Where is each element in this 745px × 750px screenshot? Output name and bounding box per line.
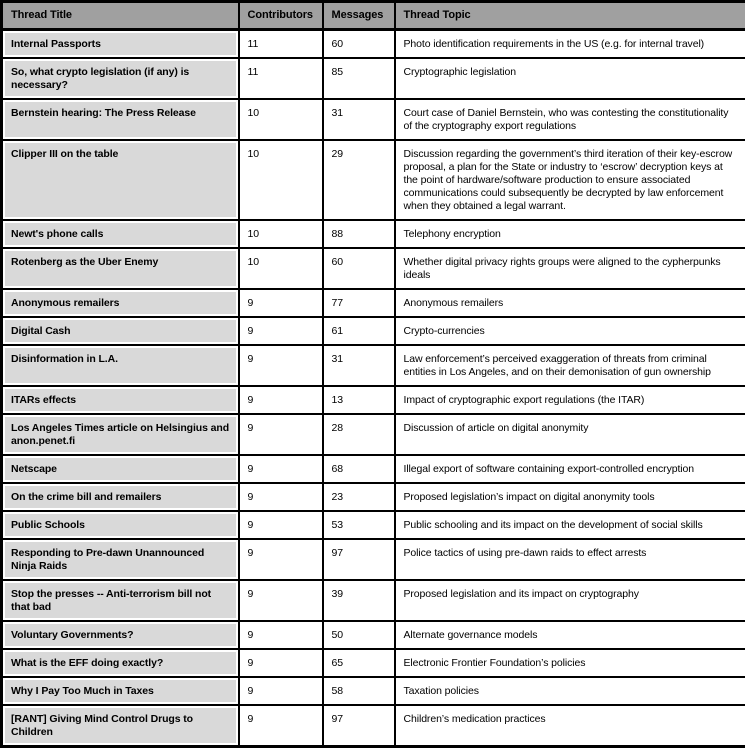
thread-title-cell: On the crime bill and remailers <box>2 483 239 511</box>
messages-cell: 39 <box>323 580 395 621</box>
thread-topic-cell: Electronic Frontier Foundation’s policies <box>395 649 745 677</box>
messages-cell: 77 <box>323 289 395 317</box>
thread-row <box>2 621 745 649</box>
thread-row <box>2 220 745 248</box>
thread-row <box>2 58 745 99</box>
thread-row <box>2 539 745 580</box>
thread-row <box>2 580 745 621</box>
thread-title-cell: Digital Cash <box>2 317 239 345</box>
messages-cell: 50 <box>323 621 395 649</box>
thread-row <box>2 140 745 220</box>
messages-cell: 29 <box>323 140 395 220</box>
messages-cell: 31 <box>323 345 395 386</box>
thread-title-cell: Rotenberg as the Uber Enemy <box>2 248 239 289</box>
thread-row <box>2 345 745 386</box>
thread-topic-cell: Children’s medication practices <box>395 705 745 747</box>
messages-cell: 60 <box>323 248 395 289</box>
thread-title-cell: What is the EFF doing exactly? <box>2 649 239 677</box>
thread-topic-cell: Proposed legislation’s impact on digital anonymity tools <box>395 483 745 511</box>
thread-topic-cell: Law enforcement’s perceived exaggeration of threats from criminal entities in Los Angeles, and on their demonisation of gun ownership <box>395 345 745 386</box>
contributors-cell: 10 <box>239 220 323 248</box>
thread-topic-cell: Discussion regarding the government’s third iteration of their key-escrow proposal, a plan for the State or industry to ‘escrow’ decryption keys at the point of hardware/software production to ensure associated communications could subsequently be decrypted by law enforcement when they obtained a legal warrant. <box>395 140 745 220</box>
contributors-cell: 9 <box>239 677 323 705</box>
thread-row <box>2 649 745 677</box>
thread-topic-cell: Photo identification requirements in the US (e.g. for internal travel) <box>395 30 745 59</box>
column-header-contributors: Contributors <box>239 2 323 30</box>
thread-row <box>2 483 745 511</box>
thread-title-cell: Clipper III on the table <box>2 140 239 220</box>
thread-row <box>2 289 745 317</box>
thread-row <box>2 386 745 414</box>
contributors-cell: 9 <box>239 455 323 483</box>
thread-topic-cell: Cryptographic legislation <box>395 58 745 99</box>
thread-row <box>2 677 745 705</box>
table-body <box>2 30 745 747</box>
thread-title-cell: Responding to Pre-dawn Unannounced Ninja Raids <box>2 539 239 580</box>
thread-row <box>2 248 745 289</box>
thread-topic-cell: Crypto-currencies <box>395 317 745 345</box>
thread-title-cell: Why I Pay Too Much in Taxes <box>2 677 239 705</box>
thread-row <box>2 317 745 345</box>
thread-topic-cell: Proposed legislation and its impact on cryptography <box>395 580 745 621</box>
contributors-cell: 9 <box>239 580 323 621</box>
thread-row <box>2 30 745 59</box>
contributors-cell: 9 <box>239 414 323 455</box>
messages-cell: 31 <box>323 99 395 140</box>
thread-topic-cell: Impact of cryptographic export regulations (the ITAR) <box>395 386 745 414</box>
contributors-cell: 9 <box>239 511 323 539</box>
contributors-cell: 10 <box>239 99 323 140</box>
messages-cell: 65 <box>323 649 395 677</box>
thread-topic-cell: Alternate governance models <box>395 621 745 649</box>
contributors-cell: 9 <box>239 345 323 386</box>
messages-cell: 68 <box>323 455 395 483</box>
thread-title-cell: Public Schools <box>2 511 239 539</box>
thread-row <box>2 455 745 483</box>
thread-title-cell: Los Angeles Times article on Helsingius and anon.penet.fi <box>2 414 239 455</box>
thread-title-cell: So, what crypto legislation (if any) is necessary? <box>2 58 239 99</box>
thread-title-cell: Voluntary Governments? <box>2 621 239 649</box>
thread-row <box>2 99 745 140</box>
messages-cell: 61 <box>323 317 395 345</box>
thread-topic-cell: Telephony encryption <box>395 220 745 248</box>
messages-cell: 53 <box>323 511 395 539</box>
thread-title-cell: Stop the presses -- Anti-terrorism bill not that bad <box>2 580 239 621</box>
contributors-cell: 9 <box>239 539 323 580</box>
thread-title-cell: Newt's phone calls <box>2 220 239 248</box>
thread-topic-cell: Police tactics of using pre-dawn raids to effect arrests <box>395 539 745 580</box>
thread-topic-cell: Whether digital privacy rights groups were aligned to the cypherpunks ideals <box>395 248 745 289</box>
messages-cell: 60 <box>323 30 395 59</box>
thread-title-cell: Bernstein hearing: The Press Release <box>2 99 239 140</box>
thread-title-cell: Internal Passports <box>2 30 239 59</box>
messages-cell: 85 <box>323 58 395 99</box>
table-header <box>2 2 745 30</box>
messages-cell: 13 <box>323 386 395 414</box>
contributors-cell: 9 <box>239 649 323 677</box>
thread-topic-cell: Court case of Daniel Bernstein, who was contesting the constitutionality of the cryptography export regulations <box>395 99 745 140</box>
contributors-cell: 9 <box>239 705 323 747</box>
thread-row <box>2 511 745 539</box>
contributors-cell: 9 <box>239 289 323 317</box>
contributors-cell: 9 <box>239 317 323 345</box>
contributors-cell: 9 <box>239 386 323 414</box>
thread-title-cell: ITARs effects <box>2 386 239 414</box>
contributors-cell: 9 <box>239 483 323 511</box>
messages-cell: 28 <box>323 414 395 455</box>
contributors-cell: 11 <box>239 58 323 99</box>
messages-cell: 58 <box>323 677 395 705</box>
thread-topic-cell: Discussion of article on digital anonymity <box>395 414 745 455</box>
header-row <box>2 2 745 30</box>
messages-cell: 97 <box>323 539 395 580</box>
contributors-cell: 9 <box>239 621 323 649</box>
contributors-cell: 10 <box>239 140 323 220</box>
thread-title-cell: Netscape <box>2 455 239 483</box>
thread-topic-cell: Anonymous remailers <box>395 289 745 317</box>
column-header-thread-title: Thread Title <box>2 2 239 30</box>
thread-row <box>2 414 745 455</box>
thread-title-cell: Disinformation in L.A. <box>2 345 239 386</box>
thread-topic-cell: Taxation policies <box>395 677 745 705</box>
thread-title-cell: Anonymous remailers <box>2 289 239 317</box>
thread-topic-cell: Illegal export of software containing export-controlled encryption <box>395 455 745 483</box>
column-header-messages: Messages <box>323 2 395 30</box>
messages-cell: 88 <box>323 220 395 248</box>
thread-row <box>2 705 745 747</box>
thread-topic-cell: Public schooling and its impact on the development of social skills <box>395 511 745 539</box>
column-header-thread-topic: Thread Topic <box>395 2 745 30</box>
thread-title-cell: [RANT] Giving Mind Control Drugs to Children <box>2 705 239 747</box>
contributors-cell: 11 <box>239 30 323 59</box>
contributors-cell: 10 <box>239 248 323 289</box>
messages-cell: 23 <box>323 483 395 511</box>
messages-cell: 97 <box>323 705 395 747</box>
